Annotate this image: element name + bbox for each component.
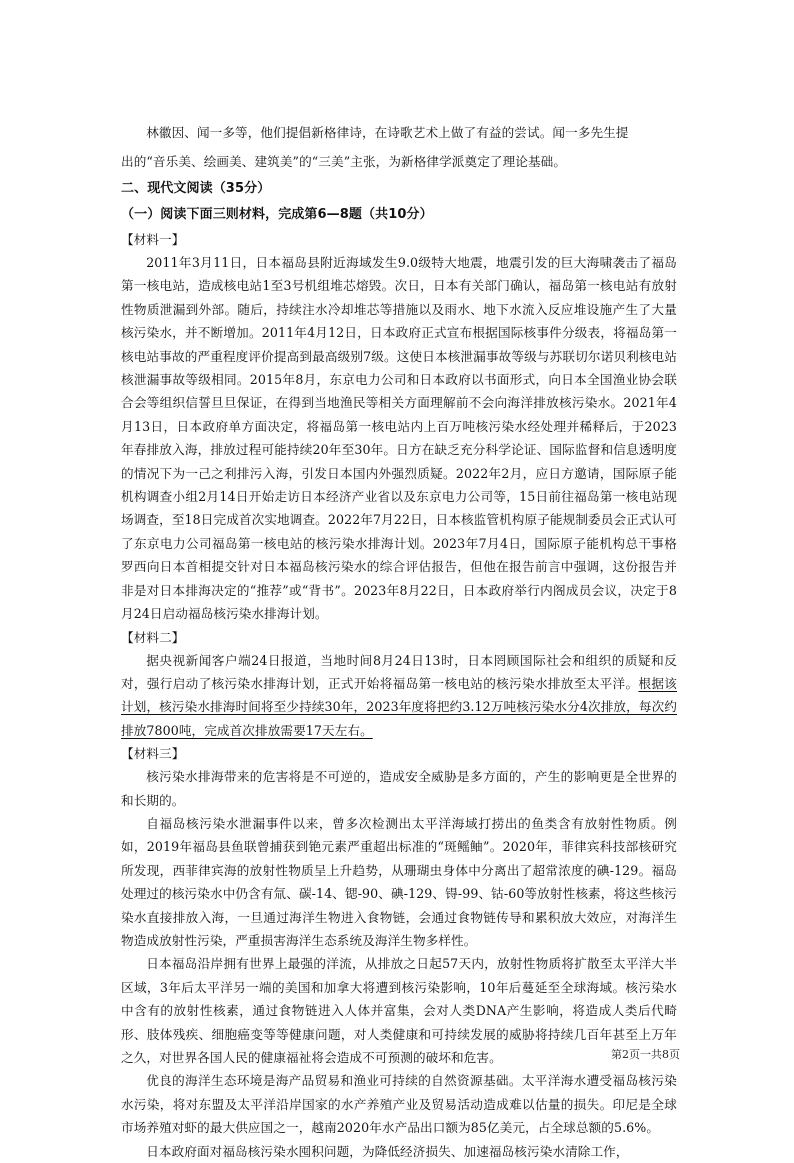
section-subheading: （一）阅读下面三则材料，完成第6—8题（共10分） <box>121 207 433 222</box>
material-3-paragraph: 优良的海洋生态环境是海产品贸易和渔业可持续的自然资源基础。太平洋海水遭受福岛核污染水污染，将对东盟及太平洋沿岸国家的水产养殖产业及贸易活动造成难以估量的损失。印尼是全球市场养殖对虾的最大供应国之一，越南2020年水产品出口额为85亿美元，占全球总额的5.6%。 <box>121 1073 677 1136</box>
material-3-paragraph: 核污染水排海带来的危害将是不可逆的，造成安全威胁是多方面的，产生的影响更是全世界的和长期的。 <box>121 769 677 808</box>
material-3-paragraph: 自福岛核污染水泄漏事件以来，曾多次检测出太平洋海域打捞出的鱼类含有放射性物质。例如，2019年福岛县鱼联曾捕获到铯元素严重超出标准的“斑鳐鲉”。2020年，菲律宾科技部核研究所发现，西菲律宾海的放射性物质呈上升趋势，从珊瑚虫身体中分离出了超常浓度的碘-129。福岛处理过的核污染水中仍含有氚、碳-14、锶-90、碘-129、锝-99、钴-60等放射性核素，将这些核污染水直接排放入海，一旦通过海洋生物进入食物链，会通过食物链传导和累积放大效应，对海洋生物造成放射性污染，严重损害海洋生态系统及海洋生物多样性。 <box>121 815 677 948</box>
intro-line-1: 林徽因、闻一多等，他们提倡新格律诗，在诗歌艺术上做了有益的尝试。闻一多先生提 <box>146 125 629 140</box>
section-heading: 二、现代文阅读（35分） <box>121 181 271 196</box>
material-2-text: 据央视新闻客户端24日报道，当地时间8月24日13时，日本罔顾国际社会和组织的质疑和反对，强行启动了核污染水排海计划，正式开始将福岛第一核电站的核污染水排放至太平洋。 <box>121 652 677 691</box>
material-1-label: 【材料一】 <box>121 232 185 247</box>
intro-line-2: 出的“音乐美、绘画美、建筑美”的“三美”主张，为新格律学派奠定了理论基础。 <box>121 154 567 169</box>
material-2-label: 【材料二】 <box>121 629 185 645</box>
material-2-paragraph <box>121 649 677 743</box>
material-2-underlined-text: 根据该计划，核污染水排海时间将至少持续30年，2023年度将把约3.12万吨核污染水分4次排放，每次约排放7800吨，完成首次排放需要17天左右。 <box>121 675 677 738</box>
material-3-paragraph: 日本政府面对福岛核污染水囤积问题，为降低经济损失、加速福岛核污染水清除工作， <box>146 1143 629 1159</box>
material-3-paragraph: 日本福岛沿岸拥有世界上最强的洋流，从排放之日起57天内，放射性物质将扩散至太平洋大半区域，3年后太平洋另一端的美国和加拿大将遭到核污染影响，10年后蔓延至全球海域。核污染水中含有的放射性核素，通过食物链进入人体并富集，会对人类DNA产生影响，将造成人类后代畸形、肢体残疾、细胞癌变等等健康问题，对人类健康和可持续发展的威胁将持续几百年甚至上万年之久，对世界各国人民的健康福祉将会造成不可预测的破坏和危害。 <box>121 956 677 1065</box>
page-number: 第2页一共8页 <box>611 1048 680 1061</box>
material-3-label: 【材料三】 <box>121 746 185 762</box>
document-body <box>121 118 677 1163</box>
material-1-text: 2011年3月11日，日本福岛县附近海域发生9.0级特大地震，地震引发的巨大海啸袭击了福岛第一核电站，造成核电站1至3号机组堆芯熔毁。次日，日本有关部门确认，福岛第一核电站有放射性物质泄漏到外部。随后，持续注水冷却堆芯等措施以及雨水、地下水流入反应堆设施产生了大量核污染水，并不断增加。2011年4月12日，日本政府正式宣布根据国际核事件分级表，将福岛第一核电站事故的严重程度评价提高到最高级别7级。这使日本核泄漏事故等级与苏联切尔诺贝利核电站核泄漏事故等级相同。2015年8月，东京电力公司和日本政府以书面形式，向日本全国渔业协会联合会等组织信誓旦旦保证，在得到当地渔民等相关方面理解前不会向海洋排放核污染水。2021年4月13日，日本政府单方面决定，将福岛第一核电站内上百万吨核污染水经处理并稀释后，于2023年春排放入海，排放过程可能持续20年至30年。日方在缺乏充分科学论证、国际监督和信息透明度的情况下为一己之利排污入海，引发日本国内外强烈质疑。2022年2月，应日方邀请，国际原子能机构调查小组2月14日开始走访日本经济产业省以及东京电力公司等，15日前往福岛第一核电站现场调查，至18日完成首次实地调查。2022年7月22日，日本核监管机构原子能规制委员会正式认可了东京电力公司福岛第一核电站的核污染水排海计划。2023年7月4日，国际原子能机构总干事格罗西向日本首相提交针对日本福岛核污染水的综合评估报告，但他在报告前言中强调，这份报告并非是对日本排海决定的“推荐”或“背书”。2023年8月22日，日本政府举行内阁成员会议，决定于8月24日启动福岛核污染水排海计划。 <box>121 255 677 622</box>
